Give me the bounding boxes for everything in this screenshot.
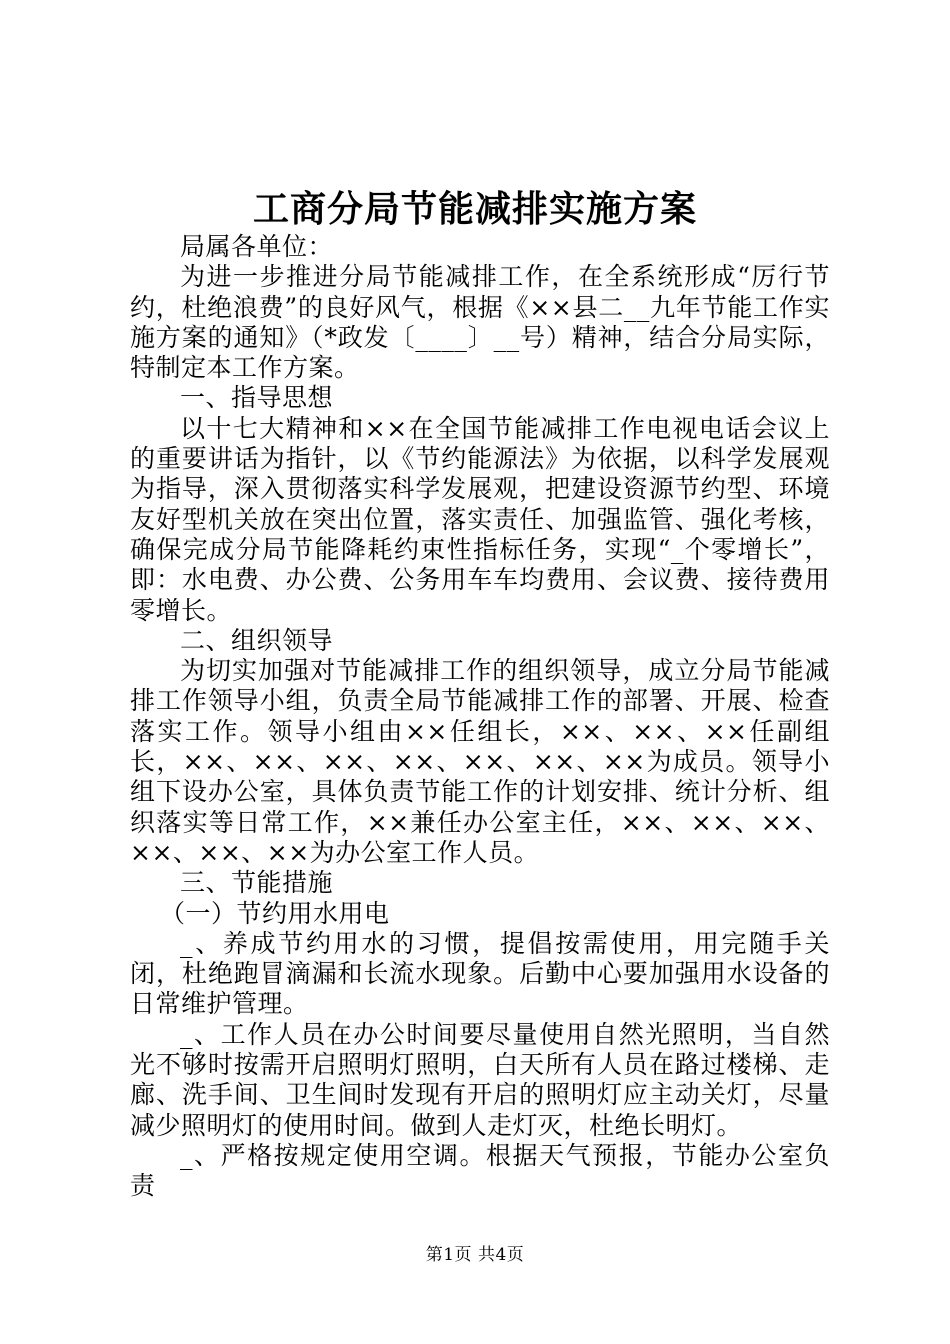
subsection-heading-water-electricity: （一）节约用水用电 xyxy=(160,898,390,928)
intro-paragraph: 为进一步推进分局节能减排工作，在全系统形成“厉行节约，杜绝浪费”的良好风气，根据《××县二__九年节能工作实施方案的通知》（*政发〔____〕__号）精神，结合分局实际，特制定本工作方案。 xyxy=(130,262,830,383)
page-footer: 第1页 共4页 xyxy=(425,1245,525,1265)
measure-item-water: _、养成节约用水的习惯，提倡按需使用，用完随手关闭，杜绝跑冒滴漏和长流水现象。后勤中心要加强用水设备的日常维护管理。 xyxy=(130,928,830,1019)
organization-paragraph: 为切实加强对节能减排工作的组织领导，成立分局节能减排工作领导小组，负责全局节能减排工作的部署、开展、检查落实工作。领导小组由××任组长，××、××、××任副组长，××、××、××、××、××、××、××为成员。领导小组下设办公室，具体负责节能工作的计划安排、统计分析、组织落实等日常工作，××兼任办公室主任，××、××、××、××、××、××为办公室工作人员。 xyxy=(130,656,830,867)
section-heading-measures: 三、节能措施 xyxy=(180,868,334,898)
guiding-ideology-paragraph: 以十七大精神和××在全国节能减排工作电视电话会议上的重要讲话为指针，以《节约能源法》为依据，以科学发展观为指导，深入贯彻落实科学发展观，把建设资源节约型、环境友好型机关放在突出位置，落实责任、加强监管、强化考核，确保完成分局节能降耗约束性指标任务，实现“_个零增长”，即：水电费、办公费、公务用车车均费用、会议费、接待费用零增长。 xyxy=(130,413,830,625)
measure-item-lighting: _、工作人员在办公时间要尽量使用自然光照明，当自然光不够时按需开启照明灯照明，白天所有人员在路过楼梯、走廊、洗手间、卫生间时发现有开启的照明灯应主动关灯，尽量减少照明灯的使用时间。做到人走灯灭，杜绝长明灯。 xyxy=(130,1019,830,1140)
salutation: 局属各单位： xyxy=(180,232,334,261)
section-heading-guiding-ideology: 一、指导思想 xyxy=(180,383,334,413)
document-body xyxy=(130,232,830,1202)
measure-item-air-conditioning: _、严格按规定使用空调。根据天气预报，节能办公室负责 xyxy=(130,1140,830,1201)
section-heading-organization: 二、组织领导 xyxy=(180,625,334,655)
document-title: 工商分局节能减排实施方案 xyxy=(252,188,697,230)
